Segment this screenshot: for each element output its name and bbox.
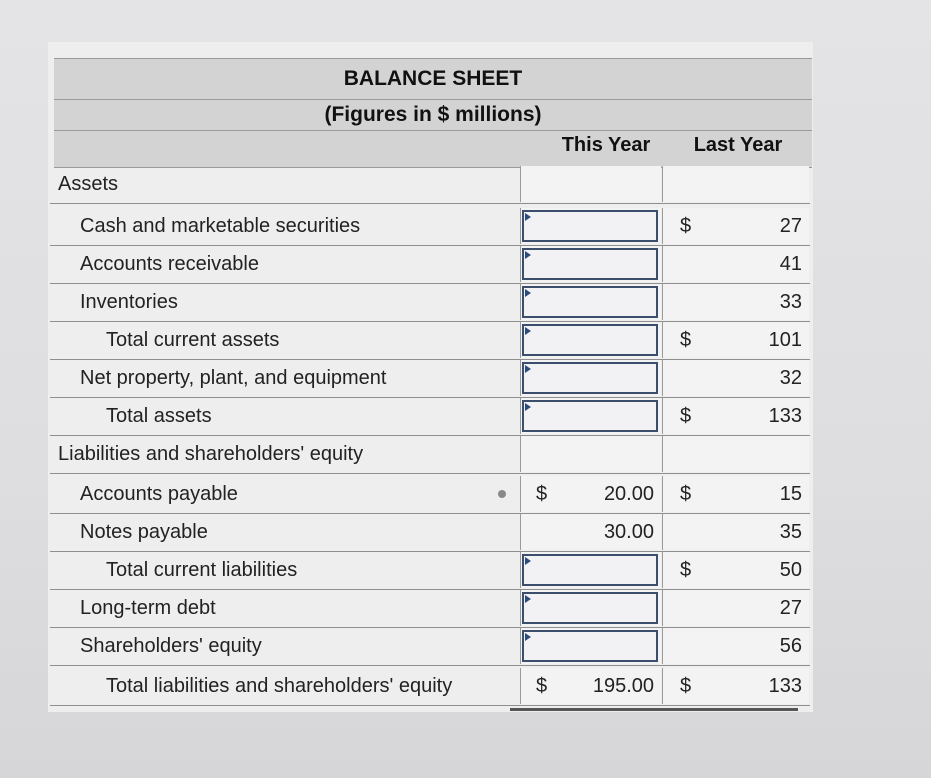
table-row-net-ppe <box>50 360 810 398</box>
row-label: Net property, plant, and equipment <box>80 367 387 389</box>
table-subtitle-row <box>54 99 812 131</box>
row-label: Accounts payable <box>80 483 238 505</box>
this-year-cell <box>520 436 661 472</box>
row-label: Total liabilities and shareholders' equity <box>106 675 453 697</box>
table-row-notes-payable <box>50 514 810 552</box>
last-year-cell <box>662 166 809 202</box>
last-year-dollar-sign: $ <box>680 559 692 581</box>
this-year-input[interactable] <box>522 286 658 318</box>
column-header-row <box>54 130 812 168</box>
last-year-dollar-sign: $ <box>680 483 692 505</box>
column-header-last-year: Last Year <box>693 134 783 156</box>
row-label: Accounts receivable <box>80 253 259 275</box>
row-label: Notes payable <box>80 521 208 543</box>
this-year-input[interactable] <box>522 630 658 662</box>
last-year-value: 101 <box>768 329 802 351</box>
row-label: Cash and marketable securities <box>80 215 361 237</box>
last-year-value: 133 <box>768 405 802 427</box>
table-row-accounts-payable <box>50 476 810 514</box>
table-row-long-term-debt <box>50 590 810 628</box>
row-label: Total current assets <box>106 329 280 351</box>
this-year-input[interactable] <box>522 248 658 280</box>
last-year-value: 32 <box>779 367 802 389</box>
this-year-value: 195.00 <box>592 675 654 697</box>
row-label: Shareholders' equity <box>80 635 262 657</box>
this-year-value: 20.00 <box>603 483 654 505</box>
last-year-value: 27 <box>779 215 802 237</box>
table-row-cash <box>50 208 810 246</box>
row-label: Liabilities and shareholders' equity <box>58 443 364 465</box>
marker-dot <box>498 490 506 498</box>
this-year-input[interactable] <box>522 592 658 624</box>
row-label: Total current liabilities <box>106 559 298 581</box>
table-row-total-current-liabilities <box>50 552 810 590</box>
this-year-input[interactable] <box>522 210 658 242</box>
last-year-dollar-sign: $ <box>680 329 692 351</box>
last-year-value: 56 <box>779 635 802 657</box>
this-year-input[interactable] <box>522 324 658 356</box>
row-label: Assets <box>58 173 119 195</box>
this-year-cell <box>520 166 661 202</box>
table-row-total-liabilities-equity <box>50 668 810 706</box>
table-row-total-current-assets <box>50 322 810 360</box>
this-year-input[interactable] <box>522 400 658 432</box>
table-row-receivables <box>50 246 810 284</box>
last-year-value: 50 <box>779 559 802 581</box>
last-year-dollar-sign: $ <box>680 675 692 697</box>
table-title: BALANCE SHEET <box>343 67 523 90</box>
last-year-value: 35 <box>779 521 802 543</box>
table-row-assets <box>50 166 810 204</box>
row-label: Total assets <box>106 405 212 427</box>
row-label: Long-term debt <box>80 597 216 619</box>
this-year-dollar-sign: $ <box>536 675 548 697</box>
this-year-dollar-sign: $ <box>536 483 548 505</box>
table-title-row <box>54 58 812 100</box>
last-year-value: 15 <box>779 483 802 505</box>
column-header-this-year: This Year <box>561 134 651 156</box>
last-year-dollar-sign: $ <box>680 215 692 237</box>
table-row-liabilities-equity <box>50 436 810 474</box>
row-label: Inventories <box>80 291 178 313</box>
table-bottom-rule <box>510 708 798 711</box>
table-row-inventories <box>50 284 810 322</box>
last-year-value: 33 <box>779 291 802 313</box>
this-year-value: 30.00 <box>603 521 654 543</box>
last-year-value: 41 <box>779 253 802 275</box>
table-row-shareholders-equity <box>50 628 810 666</box>
last-year-cell <box>662 436 809 472</box>
last-year-dollar-sign: $ <box>680 405 692 427</box>
last-year-value: 133 <box>768 675 802 697</box>
table-subtitle: (Figures in $ millions) <box>324 103 542 126</box>
this-year-input[interactable] <box>522 554 658 586</box>
table-row-total-assets <box>50 398 810 436</box>
last-year-value: 27 <box>779 597 802 619</box>
this-year-input[interactable] <box>522 362 658 394</box>
